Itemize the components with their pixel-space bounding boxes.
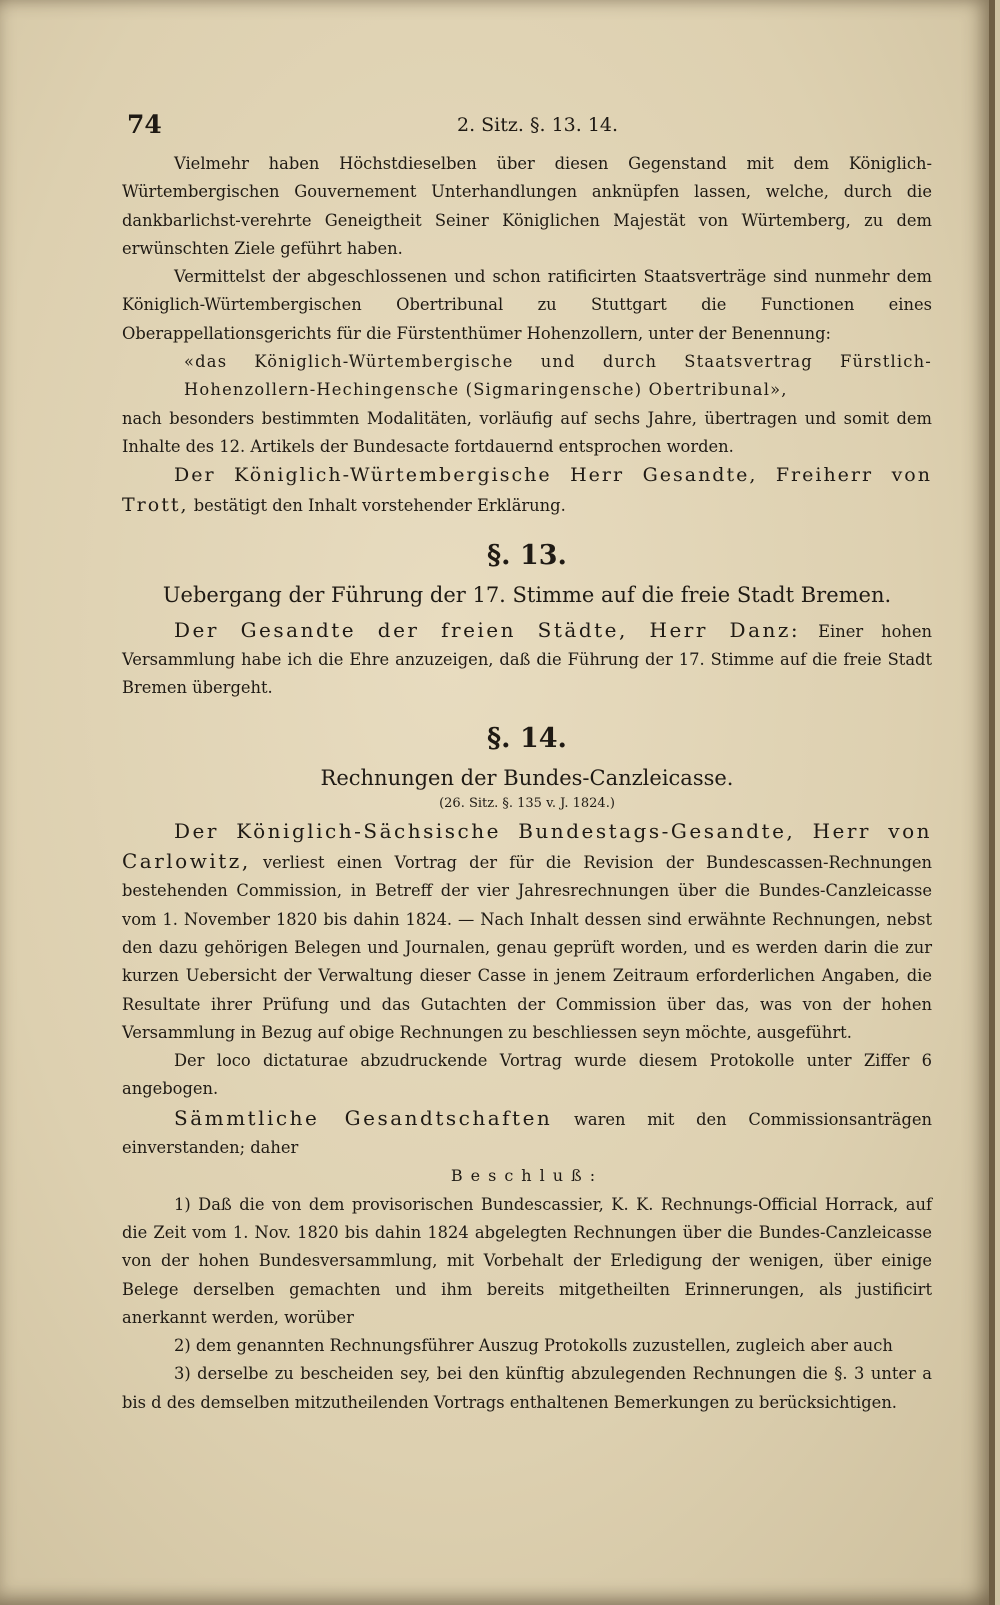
section-13-paragraph — [122, 616, 932, 703]
running-head: 2. Sitz. §. 13. 14. — [457, 114, 619, 136]
speaker-carlowitz: Der Königlich-Sächsische Bundestags-Gesandte, Herr von Carlowitz, — [122, 818, 932, 874]
section-14-reference: (26. Sitz. §. 135 v. J. 1824.) — [439, 795, 615, 811]
section-13-heading: §. 13. — [487, 539, 567, 571]
section-14-text: verliest einen Vortrag der für die Revision der Bundescassen-Rechnungen bestehenden Commission, in Betreff der vier Jahresrechnungen über die Bundes-Canzleicasse vom 1. November 1820 bis dahin 1824. — Nach Inhalt dessen sind erwähnte Rechnungen, nebst den dazu gehörigen Belegen und Journalen, genau geprüft worden, und es werden darin die zur kurzen Uebersicht der Verwaltung dieser Casse in jenem Zeitraum erforderlichen Angaben, die Resultate ihrer Prüfung und das Gutachten der Commission über das, was von der hohen Versammlung in Bezug auf obige Rechnungen zu beschliessen seyn möchte, ausgeführt. — [122, 853, 932, 1042]
speaker-gesandtschaften: Sämmtliche Gesandtschaften — [174, 1105, 553, 1130]
paragraph-1: Vielmehr haben Höchstdieselben über diesen Gegenstand mit dem Königlich-Würtembergischen Gouvernement Unterhandlungen anknüpfen lassen, welche, durch die dankbarlichst-verehrte Geneigtheit Seiner Königlichen Majestät von Würtemberg, zu dem erwünschten Ziele geführt haben. — [122, 154, 932, 258]
section-14-paragraph-1 — [122, 817, 932, 1047]
beschluss-heading: Beschluß: — [450, 1166, 604, 1186]
section-14-paragraph-3 — [122, 1104, 932, 1163]
resolution-item-2: 2) dem genannten Rechnungsführer Auszug Protokolls zuzustellen, zugleich aber auch — [174, 1336, 893, 1356]
page-number: 74 — [127, 110, 162, 139]
page-header — [127, 110, 937, 150]
paragraph-4 — [122, 461, 932, 520]
section-14-title: Rechnungen der Bundes-Canzleicasse. — [320, 765, 734, 790]
resolution-item-3: 3) derselbe zu bescheiden sey, bei den künftig abzulegenden Rechnungen die §. 3 unter a bis d des demselben mitzutheilenden Vortrags enthaltenen Bemerkungen zu berücksichtigen. — [122, 1364, 932, 1412]
quoted-designation: «das Königlich-Würtembergische und durch Staatsvertrag Fürstlich-Hohenzollern-Hechingensche (Sigmaringensche) Obertribunal», — [184, 352, 932, 400]
paragraph-4-text: bestätigt den Inhalt vorstehender Erklärung. — [193, 495, 566, 515]
paragraph-3: nach besonders bestimmten Modalitäten, vorläufig auf sechs Jahre, übertragen und somit dem Inhalte des 12. Artikels der Bundesacte fortdauernd entsprochen worden. — [122, 408, 932, 456]
speaker-trott: Der Königlich-Würtembergische Herr Gesandte, Freiherr von Trott, — [122, 464, 932, 516]
resolution-item-1: 1) Daß die von dem provisorischen Bundescassier, K. K. Rechnungs-Official Horrack, auf die Zeit vom 1. Nov. 1820 bis dahin 1824 abgelegten Rechnungen über die Bundes-Canzleicasse von der hohen Bundesversammlung, mit Vorbehalt der Erledigung der wenigen, über einige Belege derselben gemachten und ihm bereits mitgetheilten Erinnerungen, als justificirt anerkannt werden, worüber — [122, 1194, 932, 1327]
section-14-paragraph-3-text: waren mit den Commissionsanträgen einverstanden; daher — [122, 1109, 932, 1158]
page-body — [122, 150, 932, 1417]
section-13-title: Uebergang der Führung der 17. Stimme auf die freie Stadt Bremen. — [162, 582, 892, 607]
section-13-text: Einer hohen Versammlung habe ich die Ehre anzuzeigen, daß die Führung der 17. Stimme auf die freie Stadt Bremen übergeht. — [122, 621, 932, 698]
section-14-paragraph-2: Der loco dictaturae abzudruckende Vortrag wurde diesem Protokolle unter Ziffer 6 angebogen. — [122, 1051, 932, 1099]
section-14-heading: §. 14. — [487, 722, 567, 754]
paragraph-2: Vermittelst der abgeschlossenen und schon ratificirten Staatsverträge sind nunmehr dem Königlich-Würtembergischen Obertribunal zu Stuttgart die Functionen eines Oberappellationsgerichts für die Fürstenthümer Hohenzollern, unter der Benennung: — [122, 267, 932, 343]
page-edge-shadow — [989, 0, 995, 1605]
speaker-danz: Der Gesandte der freien Städte, Herr Danz: — [174, 617, 801, 642]
